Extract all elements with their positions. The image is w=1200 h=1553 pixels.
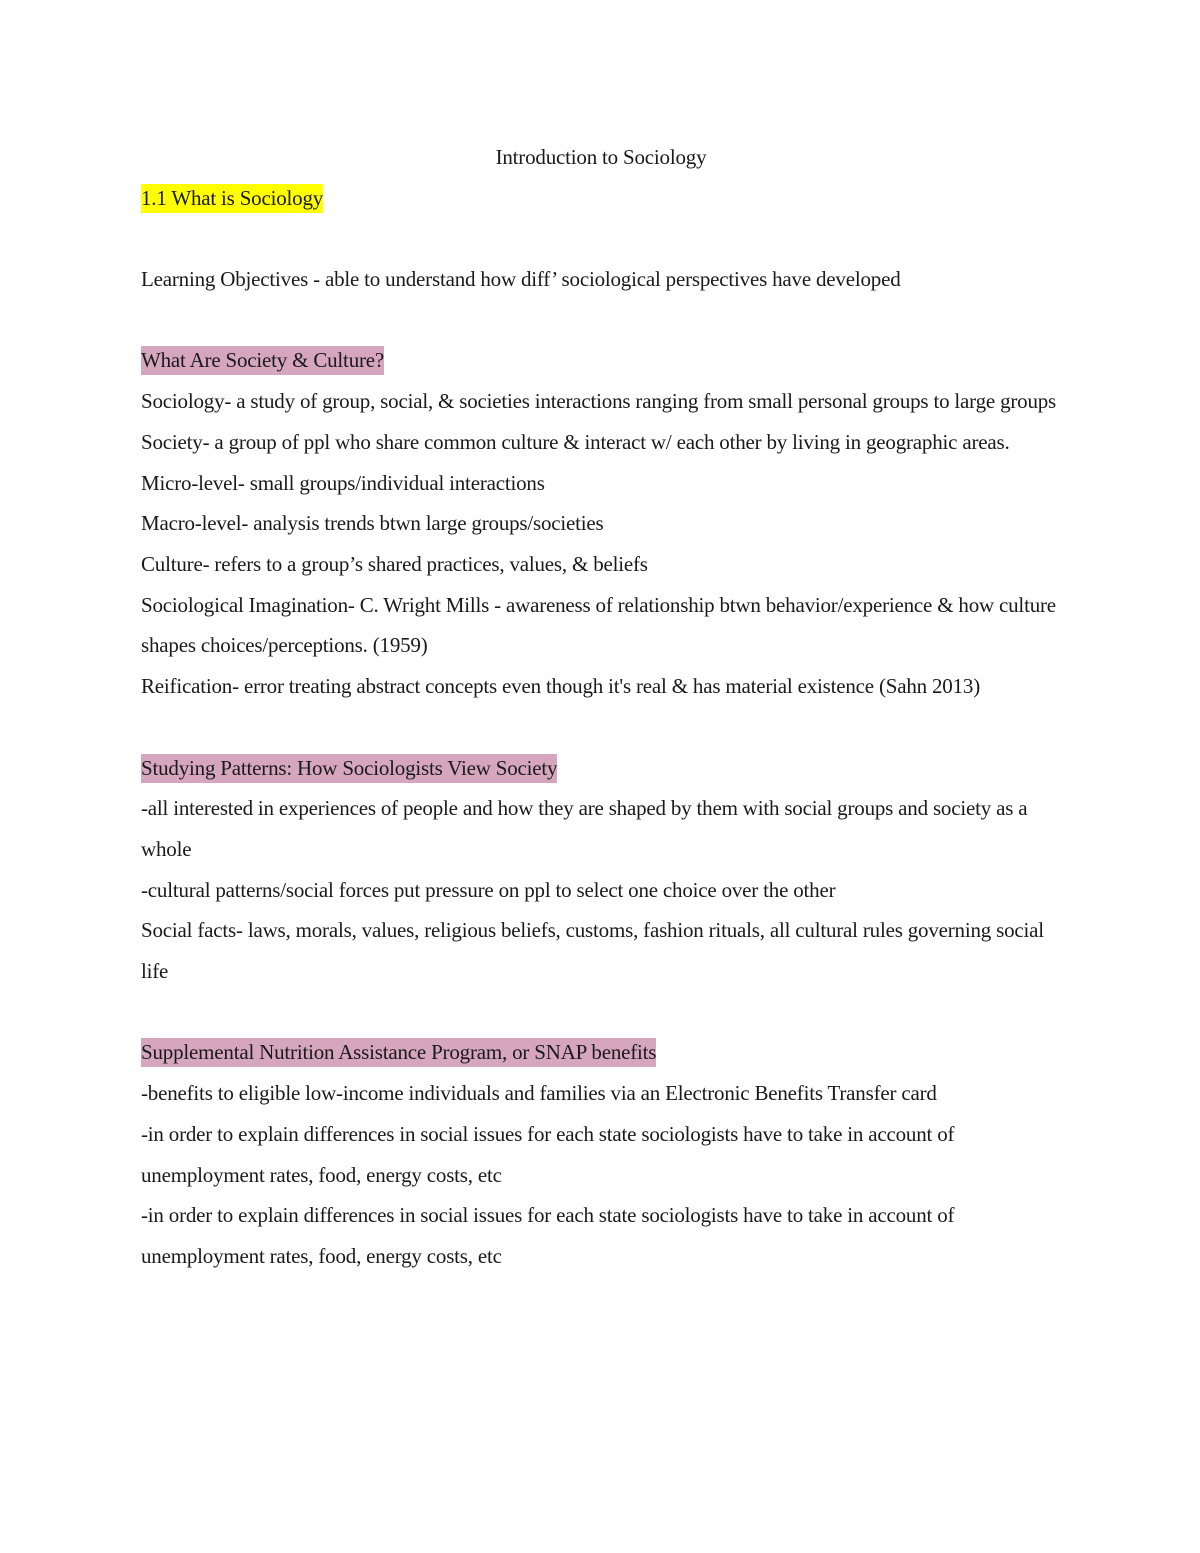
learning-objectives: Learning Objectives - able to understand how diff’ sociological perspectives have developed <box>141 267 901 292</box>
subsection-heading-society-culture <box>141 340 1061 381</box>
subsection-heading-highlight: Supplemental Nutrition Assistance Program, or SNAP benefits <box>141 1038 656 1067</box>
definition-social-facts: Social facts- laws, morals, values, religious beliefs, customs, fashion rituals, all cultural rules governing social life <box>141 918 1044 984</box>
definition-micro-level: Micro-level- small groups/individual interactions <box>141 470 545 495</box>
blank-line <box>141 300 1061 341</box>
subsection-heading-highlight: What Are Society & Culture? <box>141 346 384 375</box>
subsection-heading-studying-patterns <box>141 748 1061 789</box>
blank-line <box>141 218 1061 259</box>
note-line: -in order to explain differences in social issues for each state sociologists have to take in account of unemployment rates, food, energy costs, etc <box>141 1203 955 1268</box>
note-line: -all interested in experiences of people and how they are shaped by them with social groups and society as a whole <box>141 796 1028 861</box>
definition-society: Society- a group of ppl who share common culture & interact w/ each other by living in geographic areas. <box>141 429 1010 454</box>
definition-sociological-imagination: Sociological Imagination- C. Wright Mills - awareness of relationship btwn behavior/experience & how culture shapes choices/perceptions. (1959) <box>141 592 1056 658</box>
document-body <box>141 137 1061 1277</box>
document-title: Introduction to Sociology <box>495 145 707 169</box>
definition-reification: Reification- error treating abstract concepts even though it's real & has material existence (Sahn 2013) <box>141 674 981 699</box>
section-heading <box>141 178 1061 219</box>
note-line: -in order to explain differences in social issues for each state sociologists have to take in account of unemployment rates, food, energy costs, etc <box>141 1121 955 1187</box>
blank-line <box>141 707 1061 748</box>
section-heading-highlight: 1.1 What is Sociology <box>141 184 323 213</box>
note-line: -benefits to eligible low-income individuals and families via an Electronic Benefits Transfer card <box>141 1081 937 1106</box>
definition-macro-level: Macro-level- analysis trends btwn large groups/societies <box>141 511 604 536</box>
definition-culture: Culture- refers to a group’s shared practices, values, & beliefs <box>141 552 648 576</box>
subsection-heading-highlight: Studying Patterns: How Sociologists View Society <box>141 754 557 783</box>
blank-line <box>141 992 1061 1033</box>
definition-sociology: Sociology- a study of group, social, & societies interactions ranging from small personal groups to large groups <box>141 389 1057 414</box>
note-line: -cultural patterns/social forces put pressure on ppl to select one choice over the other <box>141 877 836 902</box>
subsection-heading-snap <box>141 1032 1061 1073</box>
